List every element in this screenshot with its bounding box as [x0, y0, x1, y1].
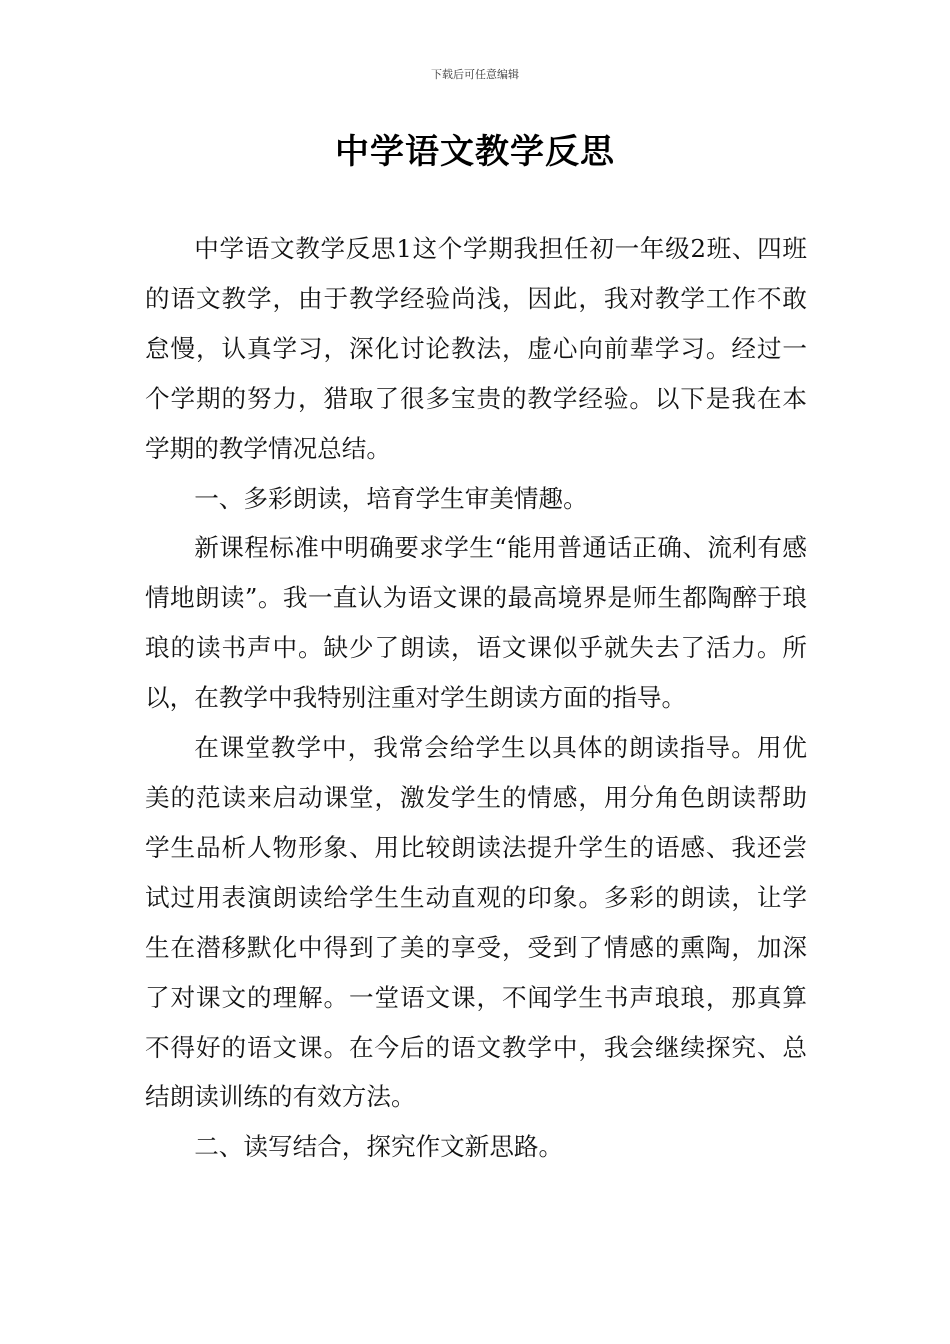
paragraph-intro: 中学语文教学反思1这个学期我担任初一年级2班、四班的语文教学，由于教学经验尚浅，因此，我对教学工作不敢怠慢，认真学习，深化讨论教法，虚心向前辈学习。经过一个学期的努力，猎取了很多宝贵的教学经验。以下是我在本学期的教学情况总结。 — [145, 234, 807, 463]
paragraph-reading-guidance: 在课堂教学中，我常会给学生以具体的朗读指导。用优美的范读来启动课堂，激发学生的情感，用分角色朗读帮助学生品析人物形象、用比较朗读法提升学生的语感、我还尝试过用表演朗读给学生生动直观的印象。多彩的朗读，让学生在潜移默化中得到了美的享受，受到了情感的熏陶，加深了对课文的理解。一堂语文课，不闻学生书声琅琅，那真算不得好的语文课。在今后的语文教学中，我会继续探究、总结朗读训练的有效方法。 — [145, 733, 807, 1112]
paragraph-reading-standard: 新课程标准中明确要求学生“能用普通话正确、流利有感情地朗读”。我一直认为语文课的最高境界是师生都陶醉于琅琅的读书声中。缺少了朗读，语文课似乎就失去了活力。所以，在教学中我特别注重对学生朗读方面的指导。 — [145, 533, 807, 713]
document-body — [145, 224, 807, 1172]
header-note: 下载后可任意编辑 — [431, 68, 519, 81]
page-title: 中学语文教学反思 — [335, 132, 615, 172]
section-heading-1: 一、多彩朗读，培育学生审美情趣。 — [194, 483, 588, 513]
section-heading-2: 二、读写结合，探究作文新思路。 — [194, 1132, 564, 1162]
